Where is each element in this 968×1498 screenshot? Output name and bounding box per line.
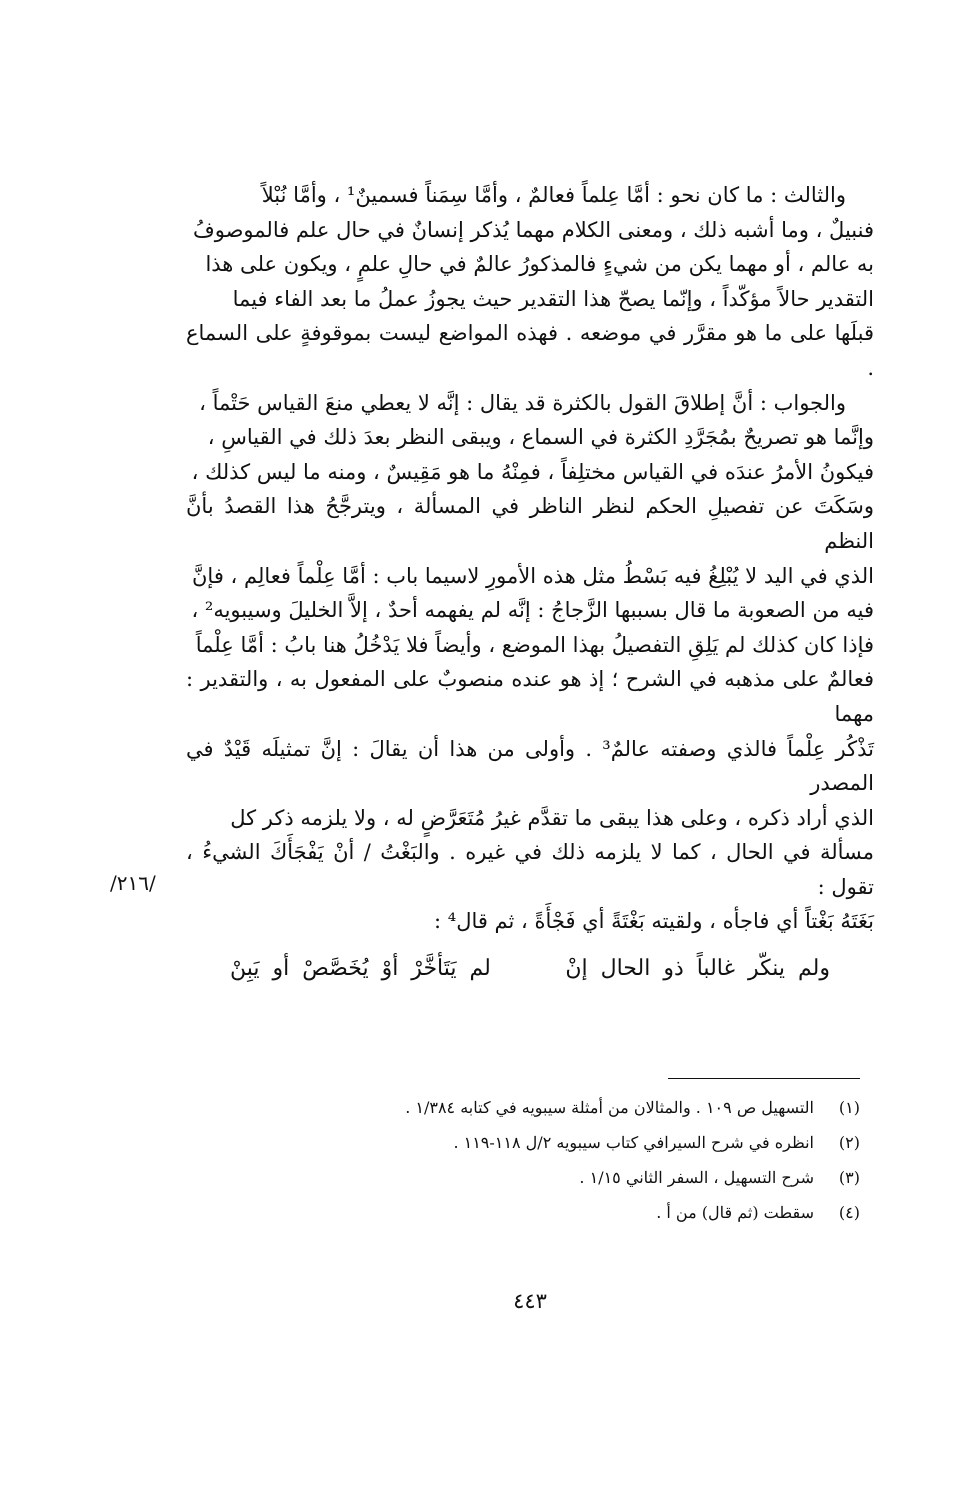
main-text (186, 178, 874, 939)
manuscript-folio-marker: /٢١٦/ (110, 871, 156, 895)
poetry-verse (230, 952, 830, 986)
footnote-text: انظره في شرح السيرافي كتاب سيبويه ٢/ل ١١٨-١١٩ . (453, 1133, 814, 1152)
footnote-number: (٣) (838, 1168, 860, 1187)
footnote (300, 1133, 860, 1168)
footnote-number: (٢) (838, 1133, 860, 1152)
text-line: وإنَّما هو تصريحٌ بمُجَرَّدِ الكثرة في السماع ، ويبقى النظر بعدَ ذلك في القياسِ ، (207, 425, 874, 450)
page-number: ٤٤٣ (513, 1289, 547, 1313)
text-line: مسألة في الحال ، كما لا يلزمه ذلك في غيره . والبَغْتُ / أنْ يَفْجَأَكَ الشيءُ ، تقول : (186, 840, 874, 899)
text-line: فإذا كان كذلك لم يَلِقِ التفصيلُ بهذا الموضع ، وأيضاً فلا يَدْخُلُ هنا بابُ : أمَّا عِلْماً (195, 632, 874, 657)
text-line: قبلَها على ما هو مقرَّر في موضعه . فهذه المواضع ليست بموقوفةٍ على السماع . (186, 321, 874, 380)
footnote-separator (668, 1078, 860, 1079)
text-line: والجواب : أنَّ إطلاقَ القول بالكثرة قد يقال : إنَّه لا يعطي منعَ القياس حَتْماً ، (199, 390, 846, 415)
verse-second-hemistich: لم يَتَأخَّرْ أوْ يُخَصَّصْ أو يَبِنْ (230, 956, 491, 981)
footnote-text: شرح التسهيل ، السفر الثاني ١/١٥ . (579, 1168, 814, 1187)
text-line: تَذْكُر عِلْماً فالذي وصفته عالمٌ³ . وأولى من هذا أن يقالَ : إنَّ تمثيلَه قَيْدٌ في المصدر (186, 736, 874, 796)
text-line: الذي في اليد لا يُبْلِغُ فيه بَسْطُ مثل هذه الأمورِ لاسيما باب : أمَّا عِلْماً فعالِم ، فإنَّ (192, 563, 874, 588)
text-line: فنبيلٌ ، وما أشبه ذلك ، ومعنى الكلام مهما يُذكر إنسانٌ في حال علم فالموصوفُ (192, 217, 874, 242)
text-line: فيكونُ الأمرُ عندَه في القياس مختلِفاً ، فمِنْهُ ما هو مَقِيسٌ ، ومنه ما ليس كذلك ، (191, 459, 874, 484)
footnote-number: (٤) (838, 1203, 860, 1222)
footnote-text: سقطت (ثم قال) من أ . (656, 1203, 814, 1222)
footnote (300, 1168, 860, 1203)
footnotes (300, 1098, 860, 1238)
text-line: فيه من الصعوبة ما قال بسببها الزَّجاجُ : إنَّه لم يفهمه أحدٌ ، إلاَّ الخليلَ وسيبويه² ، (191, 598, 874, 623)
text-line: فعالمٌ على مذهبه في الشرح ؛ إذ هو عنده منصوبٌ على المفعول به ، والتقدير : مهما (186, 667, 874, 726)
text-line: التقدير حالاً مؤكّداً ، وإنّما يصحّ هذا التقدير حيث يجوزُ عملُ ما بعد الفاء فيما (232, 286, 874, 311)
text-line: به عالم ، أو مهما يكن من شيءٍ فالمذكورُ عالمٌ في حالِ علمٍ ، ويكون على هذا (205, 252, 874, 277)
footnote-number: (١) (838, 1098, 860, 1117)
footnote-text: التسهيل ص ١٠٩ . والمثالان من أمثلة سيبويه في كتابه ١/٣٨٤ . (405, 1098, 814, 1117)
text-line: الذي أراد ذكره ، وعلى هذا يبقى ما تقدَّم غيرُ مُتَعَرَّضٍ له ، ولا يلزمه ذكر كل (230, 805, 874, 830)
footnote (300, 1203, 860, 1238)
verse-first-hemistich: ولم ينكّر غالباً ذو الحال إنْ (565, 956, 830, 981)
text-line: وسَكَتَ عن تفصيلِ الحكم لنظر الناظر في المسألة ، ويترجَّحُ هذا القصدُ بأنَّ النظم (186, 494, 874, 553)
text-line: والثالث : ما كان نحو : أمَّا عِلماً فعالمٌ ، وأمَّا سِمَناً فسمينٌ¹ ، وأمَّا نُبْلاً (261, 183, 846, 207)
footnote (300, 1098, 860, 1133)
text-line: بَغَتَهُ بَغْتاً أي فاجأه ، ولقيته بَغْتَةً أي فَجْأَةً ، ثم قال⁴ : (434, 909, 874, 934)
